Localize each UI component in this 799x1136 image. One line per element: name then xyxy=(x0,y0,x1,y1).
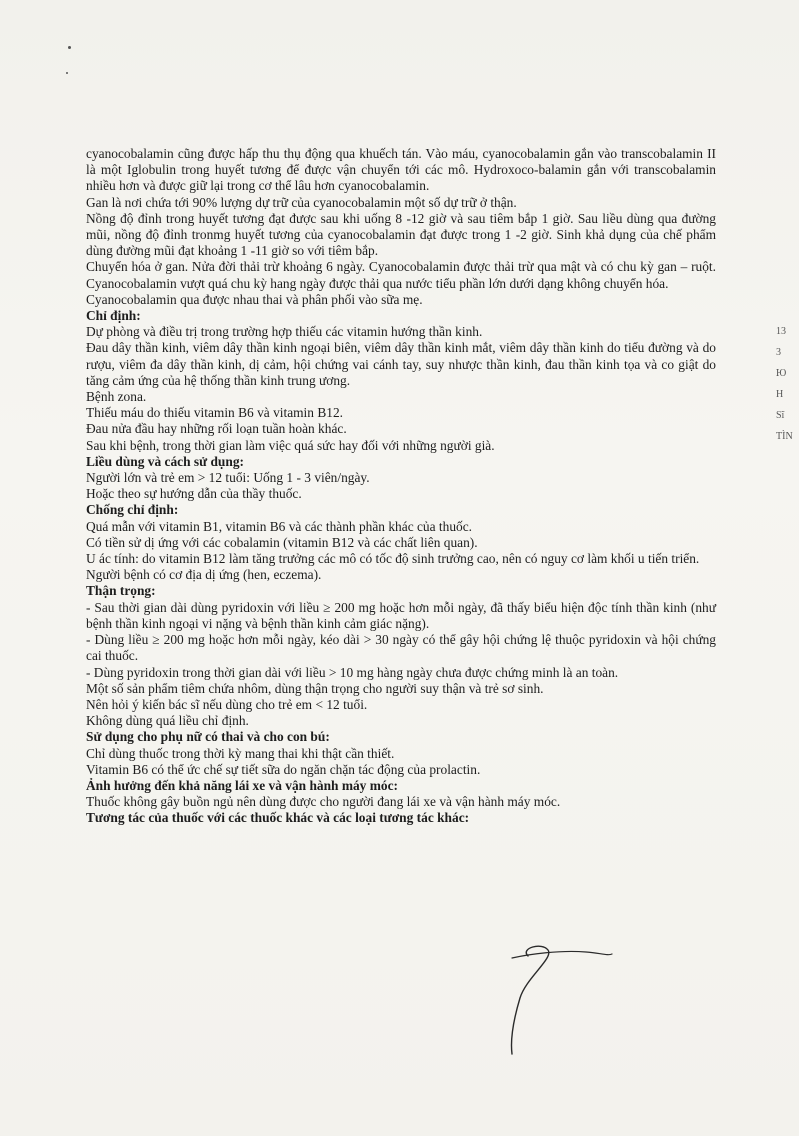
section-heading: Ảnh hưởng đến khả năng lái xe và vận hành máy móc: xyxy=(86,777,398,793)
section-heading: Chống chỉ định: xyxy=(86,502,179,518)
section-heading: Sử dụng cho phụ nữ có thai và cho con bú: xyxy=(86,729,330,745)
paragraph: Gan là nơi chứa tới 90% lượng dự trữ của cyanocobalamin một số dự trữ ở thận. xyxy=(86,194,517,210)
scan-speck xyxy=(68,46,71,49)
paragraph: Đau dây thần kinh, viêm dây thần kinh ngoại biên, viêm dây thần kinh mắt, viêm dây thần kinh do tiểu đường và do rượu, viêm đa dây thần kinh, dị cảm, hội chứng vai cánh tay, suy nhược thần kinh, đau thần kinh tọa và co giật do tăng cảm ứng của hệ thống thần kinh trung ương. xyxy=(86,340,716,388)
paragraph: Có tiền sử dị ứng với các cobalamin (vitamin B12 và các chất liên quan). xyxy=(86,534,478,550)
paragraph: Người lớn và trẻ em > 12 tuổi: Uống 1 - 3 viên/ngày. xyxy=(86,470,370,486)
paragraph: - Dùng pyridoxin trong thời gian dài với liều > 10 mg hàng ngày chưa được chứng minh là an toàn. xyxy=(86,664,619,680)
paragraph: U ác tính: do vitamin B12 làm tăng trưởng các mô có tốc độ sinh trưởng cao, nên có nguy cơ làm khối u tiến triển. xyxy=(86,551,700,567)
scan-speck xyxy=(66,72,68,74)
paragraph: Vitamin B6 có thể ức chế sự tiết sữa do ngăn chặn tác động của prolactin. xyxy=(86,761,481,777)
margin-marks xyxy=(776,325,798,451)
paragraph: Sau khi bệnh, trong thời gian làm việc quá sức hay đối với những người già. xyxy=(86,437,495,453)
section-heading: Chỉ định: xyxy=(86,308,141,324)
paragraph: Hoặc theo sự hướng dẫn của thầy thuốc. xyxy=(86,486,302,502)
margin-mark: 3 xyxy=(776,347,781,358)
paragraph: Chỉ dùng thuốc trong thời kỳ mang thai khi thật cần thiết. xyxy=(86,745,395,761)
paragraph: - Dùng liều ≥ 200 mg hoặc hơn mỗi ngày, kéo dài > 30 ngày có thể gây hội chứng lệ thuộc pyridoxin và hội chứng cai thuốc. xyxy=(86,632,716,664)
margin-mark: TÌN xyxy=(776,431,793,442)
paragraph: Cyanocobalamin qua được nhau thai và phân phối vào sữa mẹ. xyxy=(86,291,423,307)
section-heading: Tương tác của thuốc với các thuốc khác và các loại tương tác khác: xyxy=(86,810,470,826)
margin-mark: 13 xyxy=(776,326,786,337)
paragraph: cyanocobalamin cũng được hấp thu thụ động qua khuếch tán. Vào máu, cyanocobalamin gắn vào transcobalamin II là một Iglobulin trong huyết tương để được vận chuyển tới các mô. Hydroxoco-balamin gắn với transcobalamin nhiều hơn và được giữ lại trong cơ thể lâu hơn cyanocobalamin. xyxy=(86,146,716,194)
section-heading: Liều dùng và cách sử dụng: xyxy=(86,453,244,469)
paragraph: Nồng độ đỉnh trong huyết tương đạt được sau khi uống 8 -12 giờ và sau tiêm bắp 1 giờ. Sau liều dùng qua đường mũi, nồng độ đỉnh tronmg huyết tương của cyanocobalamin đạt được trong 1 -2 giờ. Sinh khả dụng của chế phẩm dùng đường mũi đạt khoảng 1 -11 giờ so với tiêm bắp. xyxy=(86,210,716,259)
paragraph: Thiếu máu do thiếu vitamin B6 và vitamin B12. xyxy=(86,405,343,421)
section-heading: Thận trọng: xyxy=(86,583,156,599)
paragraph: Một số sản phẩm tiêm chứa nhôm, dùng thận trọng cho người suy thận và trẻ sơ sinh. xyxy=(86,680,544,696)
paragraph: Thuốc không gây buồn ngủ nên dùng được cho người đang lái xe và vận hành máy móc. xyxy=(86,794,561,810)
paragraph: Nên hỏi ý kiến bác sĩ nếu dùng cho trẻ em < 12 tuổi. xyxy=(86,696,368,712)
margin-mark: H xyxy=(776,389,784,400)
paragraph: Dự phòng và điều trị trong trường hợp thiếu các vitamin hướng thần kinh. xyxy=(86,324,483,340)
paragraph: Người bệnh có cơ địa dị ứng (hen, eczema). xyxy=(86,567,322,583)
paragraph: Chuyển hóa ở gan. Nửa đời thải trừ khoảng 6 ngày. Cyanocobalamin được thải trừ qua mật và có chu kỳ gan – ruột. Cyanocobalamin vượt quá chu kỳ hang ngày được thải qua nước tiểu phần lớn dưới dạng không chuyển hóa. xyxy=(86,259,716,291)
paragraph: Quá mẫn với vitamin B1, vitamin B6 và các thành phần khác của thuốc. xyxy=(86,518,473,534)
margin-mark: Sĩ xyxy=(776,410,785,421)
margin-mark: Ю xyxy=(776,368,787,379)
paragraph: - Sau thời gian dài dùng pyridoxin với liều ≥ 200 mg hoặc hơn mỗi ngày, đã thấy biểu hiện độc tính thần kinh (như bệnh thần kinh ngoại vi nặng và bệnh thần kinh cảm giác nặng). xyxy=(86,599,716,631)
handwritten-signature xyxy=(490,938,630,1058)
paragraph: Bệnh zona. xyxy=(86,389,147,405)
paragraph: Không dùng quá liều chỉ định. xyxy=(86,713,249,729)
document-body xyxy=(86,146,716,827)
paragraph: Đau nửa đầu hay những rối loạn tuần hoàn khác. xyxy=(86,421,347,437)
